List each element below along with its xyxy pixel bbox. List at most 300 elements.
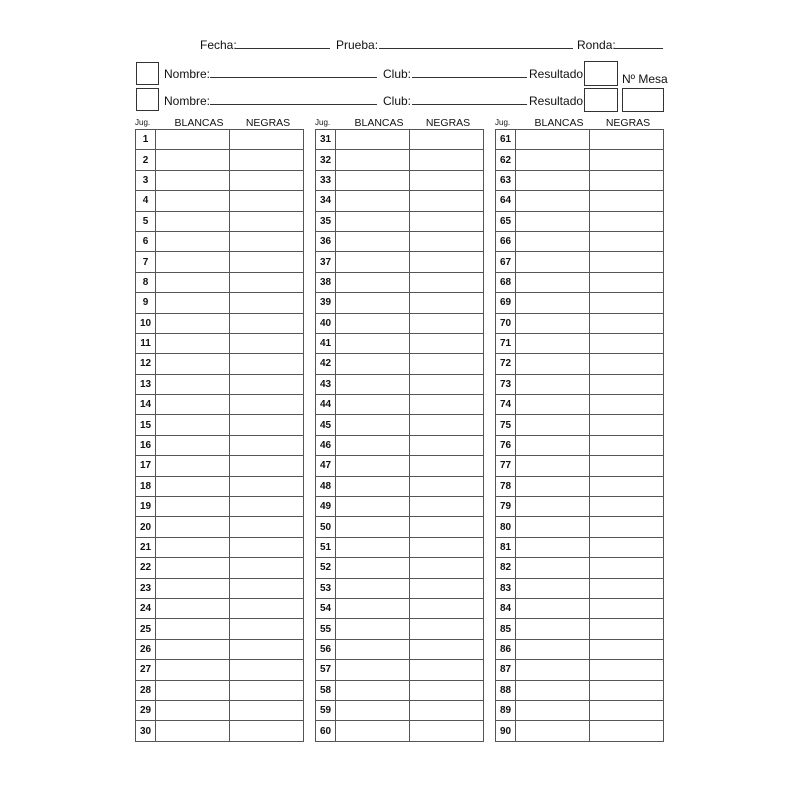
move-number: 39 <box>316 293 336 313</box>
white-move-cell[interactable] <box>516 293 590 313</box>
white-move-cell[interactable] <box>336 721 410 741</box>
black-move-cell[interactable] <box>590 231 664 251</box>
black-move-cell[interactable] <box>410 252 484 272</box>
white-move-cell[interactable] <box>156 354 230 374</box>
white-move-cell[interactable] <box>336 395 410 415</box>
white-move-cell[interactable] <box>156 558 230 578</box>
move-row <box>316 130 484 150</box>
black-move-cell[interactable] <box>230 354 304 374</box>
white-move-cell[interactable] <box>516 313 590 333</box>
white-move-cell[interactable] <box>156 619 230 639</box>
white-move-cell[interactable] <box>156 150 230 170</box>
black-move-cell[interactable] <box>410 191 484 211</box>
move-number: 38 <box>316 272 336 292</box>
move-row <box>496 639 664 659</box>
move-row <box>496 435 664 455</box>
black-move-cell[interactable] <box>410 293 484 313</box>
black-move-cell[interactable] <box>590 598 664 618</box>
move-number: 5 <box>136 211 156 231</box>
white-move-cell[interactable] <box>516 456 590 476</box>
white-move-cell[interactable] <box>516 272 590 292</box>
black-move-cell[interactable] <box>410 598 484 618</box>
white-move-cell[interactable] <box>156 700 230 720</box>
move-row <box>496 150 664 170</box>
black-move-cell[interactable] <box>230 456 304 476</box>
black-move-cell[interactable] <box>590 639 664 659</box>
move-number: 54 <box>316 598 336 618</box>
white-move-cell[interactable] <box>336 517 410 537</box>
move-row <box>136 170 304 190</box>
white-move-cell[interactable] <box>336 537 410 557</box>
move-number: 77 <box>496 456 516 476</box>
white-move-cell[interactable] <box>516 619 590 639</box>
move-number: 47 <box>316 456 336 476</box>
white-move-cell[interactable] <box>336 558 410 578</box>
black-move-cell[interactable] <box>410 415 484 435</box>
black-move-cell[interactable] <box>230 680 304 700</box>
move-row <box>136 293 304 313</box>
move-number: 75 <box>496 415 516 435</box>
white-move-cell[interactable] <box>336 497 410 517</box>
black-move-cell[interactable] <box>410 333 484 353</box>
move-row <box>136 130 304 150</box>
move-row <box>316 660 484 680</box>
move-number: 53 <box>316 578 336 598</box>
black-move-cell[interactable] <box>410 517 484 537</box>
white-move-cell[interactable] <box>336 598 410 618</box>
white-move-cell[interactable] <box>156 578 230 598</box>
black-move-cell[interactable] <box>410 456 484 476</box>
white-move-cell[interactable] <box>336 293 410 313</box>
jug-label: Jug. <box>315 118 331 127</box>
white-move-cell[interactable] <box>516 252 590 272</box>
fecha-field[interactable] <box>235 48 330 49</box>
black-move-cell[interactable] <box>590 558 664 578</box>
club-label-1: Club: <box>383 67 412 81</box>
move-number: 19 <box>136 497 156 517</box>
black-move-cell[interactable] <box>590 252 664 272</box>
black-move-cell[interactable] <box>410 721 484 741</box>
move-number: 67 <box>496 252 516 272</box>
black-move-cell[interactable] <box>230 435 304 455</box>
black-move-cell[interactable] <box>590 497 664 517</box>
black-move-cell[interactable] <box>230 395 304 415</box>
move-row <box>136 435 304 455</box>
black-checkbox[interactable] <box>136 88 159 111</box>
move-number: 60 <box>316 721 336 741</box>
white-move-cell[interactable] <box>336 313 410 333</box>
white-move-cell[interactable] <box>156 395 230 415</box>
move-table <box>135 129 304 742</box>
white-move-cell[interactable] <box>336 231 410 251</box>
move-number: 18 <box>136 476 156 496</box>
white-move-cell[interactable] <box>156 293 230 313</box>
move-number: 1 <box>136 130 156 150</box>
black-move-cell[interactable] <box>590 313 664 333</box>
black-move-cell[interactable] <box>410 130 484 150</box>
move-row <box>316 456 484 476</box>
white-move-cell[interactable] <box>156 191 230 211</box>
move-number: 37 <box>316 252 336 272</box>
white-move-cell[interactable] <box>336 272 410 292</box>
white-move-cell[interactable] <box>516 517 590 537</box>
white-move-cell[interactable] <box>156 456 230 476</box>
white-move-cell[interactable] <box>516 170 590 190</box>
move-number: 6 <box>136 231 156 251</box>
move-row <box>316 721 484 741</box>
move-number: 28 <box>136 680 156 700</box>
black-move-cell[interactable] <box>230 191 304 211</box>
white-move-cell[interactable] <box>516 374 590 394</box>
move-number: 86 <box>496 639 516 659</box>
white-move-cell[interactable] <box>156 660 230 680</box>
move-row <box>316 537 484 557</box>
black-move-cell[interactable] <box>230 313 304 333</box>
move-number: 51 <box>316 537 336 557</box>
white-move-cell[interactable] <box>516 150 590 170</box>
black-move-cell[interactable] <box>590 578 664 598</box>
black-move-cell[interactable] <box>590 374 664 394</box>
move-row <box>316 497 484 517</box>
move-row <box>136 456 304 476</box>
black-move-cell[interactable] <box>410 395 484 415</box>
move-number: 17 <box>136 456 156 476</box>
move-table <box>315 129 484 742</box>
white-move-cell[interactable] <box>156 435 230 455</box>
black-move-cell[interactable] <box>230 231 304 251</box>
move-row <box>136 231 304 251</box>
move-number: 89 <box>496 700 516 720</box>
move-number: 46 <box>316 435 336 455</box>
black-move-cell[interactable] <box>230 170 304 190</box>
move-row <box>316 313 484 333</box>
black-move-cell[interactable] <box>230 578 304 598</box>
move-number: 14 <box>136 395 156 415</box>
white-move-cell[interactable] <box>516 700 590 720</box>
move-number: 21 <box>136 537 156 557</box>
black-move-cell[interactable] <box>590 476 664 496</box>
white-column-header: BLANCAS <box>354 117 404 129</box>
move-row <box>316 598 484 618</box>
move-row <box>496 680 664 700</box>
black-move-cell[interactable] <box>230 293 304 313</box>
white-move-cell[interactable] <box>336 639 410 659</box>
black-move-cell[interactable] <box>590 619 664 639</box>
white-move-cell[interactable] <box>336 660 410 680</box>
black-move-cell[interactable] <box>590 272 664 292</box>
move-row <box>316 272 484 292</box>
white-move-cell[interactable] <box>336 680 410 700</box>
black-move-cell[interactable] <box>410 537 484 557</box>
move-number: 79 <box>496 497 516 517</box>
white-move-cell[interactable] <box>516 211 590 231</box>
white-move-cell[interactable] <box>336 150 410 170</box>
mesa-box[interactable] <box>622 88 664 112</box>
move-row <box>316 395 484 415</box>
nombre-field-1[interactable] <box>210 77 377 78</box>
black-move-cell[interactable] <box>410 578 484 598</box>
move-number: 56 <box>316 639 336 659</box>
white-move-cell[interactable] <box>516 415 590 435</box>
move-row <box>136 700 304 720</box>
white-move-cell[interactable] <box>516 721 590 741</box>
white-move-cell[interactable] <box>156 170 230 190</box>
move-table <box>495 129 664 742</box>
white-move-cell[interactable] <box>336 130 410 150</box>
move-number: 90 <box>496 721 516 741</box>
black-move-cell[interactable] <box>230 476 304 496</box>
white-move-cell[interactable] <box>516 435 590 455</box>
white-move-cell[interactable] <box>516 130 590 150</box>
white-move-cell[interactable] <box>336 333 410 353</box>
black-move-cell[interactable] <box>410 374 484 394</box>
club-field-1[interactable] <box>412 77 527 78</box>
black-move-cell[interactable] <box>230 639 304 659</box>
black-move-cell[interactable] <box>410 476 484 496</box>
move-number: 44 <box>316 395 336 415</box>
move-number: 52 <box>316 558 336 578</box>
move-number: 71 <box>496 333 516 353</box>
move-number: 23 <box>136 578 156 598</box>
white-move-cell[interactable] <box>336 252 410 272</box>
move-row <box>136 476 304 496</box>
white-move-cell[interactable] <box>156 130 230 150</box>
move-row <box>316 639 484 659</box>
white-move-cell[interactable] <box>156 639 230 659</box>
white-move-cell[interactable] <box>156 537 230 557</box>
move-row <box>136 578 304 598</box>
move-row <box>136 272 304 292</box>
move-row <box>496 578 664 598</box>
white-move-cell[interactable] <box>156 598 230 618</box>
black-move-cell[interactable] <box>410 558 484 578</box>
black-move-cell[interactable] <box>230 333 304 353</box>
white-move-cell[interactable] <box>336 578 410 598</box>
black-move-cell[interactable] <box>590 333 664 353</box>
black-move-cell[interactable] <box>590 517 664 537</box>
black-move-cell[interactable] <box>410 660 484 680</box>
white-move-cell[interactable] <box>336 435 410 455</box>
white-move-cell[interactable] <box>156 211 230 231</box>
black-move-cell[interactable] <box>410 435 484 455</box>
white-move-cell[interactable] <box>516 333 590 353</box>
move-row <box>316 252 484 272</box>
move-number: 43 <box>316 374 336 394</box>
black-move-cell[interactable] <box>590 660 664 680</box>
white-move-cell[interactable] <box>156 517 230 537</box>
ronda-field[interactable] <box>614 48 663 49</box>
black-move-cell[interactable] <box>230 558 304 578</box>
black-move-cell[interactable] <box>230 272 304 292</box>
move-number: 55 <box>316 619 336 639</box>
white-move-cell[interactable] <box>336 354 410 374</box>
white-move-cell[interactable] <box>336 415 410 435</box>
black-move-cell[interactable] <box>230 252 304 272</box>
white-move-cell[interactable] <box>336 170 410 190</box>
white-move-cell[interactable] <box>156 497 230 517</box>
black-move-cell[interactable] <box>590 211 664 231</box>
resultado-box-2[interactable] <box>584 88 618 112</box>
white-move-cell[interactable] <box>516 231 590 251</box>
black-move-cell[interactable] <box>410 313 484 333</box>
black-move-cell[interactable] <box>590 354 664 374</box>
prueba-field[interactable] <box>379 48 573 49</box>
move-row <box>136 680 304 700</box>
black-move-cell[interactable] <box>590 395 664 415</box>
black-move-cell[interactable] <box>410 619 484 639</box>
move-number: 58 <box>316 680 336 700</box>
white-move-cell[interactable] <box>336 374 410 394</box>
black-move-cell[interactable] <box>230 415 304 435</box>
move-row <box>316 435 484 455</box>
nombre-field-2[interactable] <box>210 104 377 105</box>
black-move-cell[interactable] <box>590 680 664 700</box>
move-row <box>136 354 304 374</box>
move-number: 78 <box>496 476 516 496</box>
black-move-cell[interactable] <box>230 374 304 394</box>
white-move-cell[interactable] <box>516 639 590 659</box>
nombre-label-1: Nombre: <box>164 67 211 81</box>
fecha-label: Fecha: <box>200 38 237 52</box>
move-number: 26 <box>136 639 156 659</box>
white-move-cell[interactable] <box>516 598 590 618</box>
black-move-cell[interactable] <box>230 700 304 720</box>
white-move-cell[interactable] <box>516 680 590 700</box>
move-row <box>496 476 664 496</box>
black-move-cell[interactable] <box>410 639 484 659</box>
black-move-cell[interactable] <box>410 150 484 170</box>
white-move-cell[interactable] <box>156 374 230 394</box>
black-move-cell[interactable] <box>410 354 484 374</box>
black-move-cell[interactable] <box>230 150 304 170</box>
white-move-cell[interactable] <box>516 558 590 578</box>
black-move-cell[interactable] <box>410 170 484 190</box>
move-number: 31 <box>316 130 336 150</box>
black-move-cell[interactable] <box>230 619 304 639</box>
black-move-cell[interactable] <box>590 170 664 190</box>
white-move-cell[interactable] <box>156 272 230 292</box>
black-move-cell[interactable] <box>590 435 664 455</box>
white-move-cell[interactable] <box>516 191 590 211</box>
black-move-cell[interactable] <box>410 497 484 517</box>
move-row <box>136 211 304 231</box>
black-move-cell[interactable] <box>590 456 664 476</box>
move-row <box>496 293 664 313</box>
move-row <box>316 476 484 496</box>
move-number: 57 <box>316 660 336 680</box>
resultado-box-1[interactable] <box>584 61 618 86</box>
black-move-cell[interactable] <box>590 700 664 720</box>
white-move-cell[interactable] <box>156 252 230 272</box>
black-column-header: NEGRAS <box>425 117 471 129</box>
white-move-cell[interactable] <box>156 333 230 353</box>
black-move-cell[interactable] <box>410 211 484 231</box>
white-move-cell[interactable] <box>336 476 410 496</box>
black-move-cell[interactable] <box>230 211 304 231</box>
black-move-cell[interactable] <box>590 130 664 150</box>
move-row <box>496 415 664 435</box>
move-row <box>136 537 304 557</box>
black-column-header: NEGRAS <box>245 117 291 129</box>
white-move-cell[interactable] <box>156 476 230 496</box>
move-row <box>316 231 484 251</box>
black-move-cell[interactable] <box>590 293 664 313</box>
move-row <box>316 700 484 720</box>
black-move-cell[interactable] <box>230 537 304 557</box>
white-move-cell[interactable] <box>156 415 230 435</box>
black-move-cell[interactable] <box>590 415 664 435</box>
club-field-2[interactable] <box>412 104 527 105</box>
black-move-cell[interactable] <box>590 150 664 170</box>
white-move-cell[interactable] <box>156 721 230 741</box>
white-move-cell[interactable] <box>156 680 230 700</box>
black-move-cell[interactable] <box>230 497 304 517</box>
move-number: 50 <box>316 517 336 537</box>
black-move-cell[interactable] <box>590 191 664 211</box>
black-move-cell[interactable] <box>230 517 304 537</box>
white-move-cell[interactable] <box>516 578 590 598</box>
ronda-label: Ronda: <box>577 38 616 52</box>
white-move-cell[interactable] <box>516 354 590 374</box>
white-move-cell[interactable] <box>516 537 590 557</box>
move-row <box>316 619 484 639</box>
black-move-cell[interactable] <box>590 537 664 557</box>
move-row <box>496 354 664 374</box>
black-move-cell[interactable] <box>230 598 304 618</box>
black-move-cell[interactable] <box>410 700 484 720</box>
move-number: 3 <box>136 170 156 190</box>
white-move-cell[interactable] <box>156 231 230 251</box>
move-number: 72 <box>496 354 516 374</box>
move-row <box>136 558 304 578</box>
black-move-cell[interactable] <box>230 660 304 680</box>
white-move-cell[interactable] <box>156 313 230 333</box>
move-row <box>496 333 664 353</box>
black-move-cell[interactable] <box>410 231 484 251</box>
black-move-cell[interactable] <box>410 680 484 700</box>
move-grid-3 <box>495 116 663 742</box>
white-move-cell[interactable] <box>516 476 590 496</box>
white-checkbox[interactable] <box>136 62 159 85</box>
move-row <box>496 211 664 231</box>
move-number: 63 <box>496 170 516 190</box>
club-label-2: Club: <box>383 94 412 108</box>
black-move-cell[interactable] <box>230 130 304 150</box>
move-row <box>496 456 664 476</box>
white-move-cell[interactable] <box>336 211 410 231</box>
white-move-cell[interactable] <box>336 191 410 211</box>
move-row <box>316 150 484 170</box>
move-number: 25 <box>136 619 156 639</box>
black-move-cell[interactable] <box>590 721 664 741</box>
move-row <box>496 619 664 639</box>
move-number: 27 <box>136 660 156 680</box>
black-move-cell[interactable] <box>410 272 484 292</box>
move-grid-1 <box>135 116 303 742</box>
white-column-header: BLANCAS <box>534 117 584 129</box>
white-move-cell[interactable] <box>336 456 410 476</box>
move-row <box>136 619 304 639</box>
white-move-cell[interactable] <box>336 619 410 639</box>
black-move-cell[interactable] <box>230 721 304 741</box>
white-move-cell[interactable] <box>516 497 590 517</box>
white-move-cell[interactable] <box>516 660 590 680</box>
move-number: 84 <box>496 598 516 618</box>
jug-label: Jug. <box>495 118 511 127</box>
white-move-cell[interactable] <box>336 700 410 720</box>
white-move-cell[interactable] <box>516 395 590 415</box>
move-number: 8 <box>136 272 156 292</box>
